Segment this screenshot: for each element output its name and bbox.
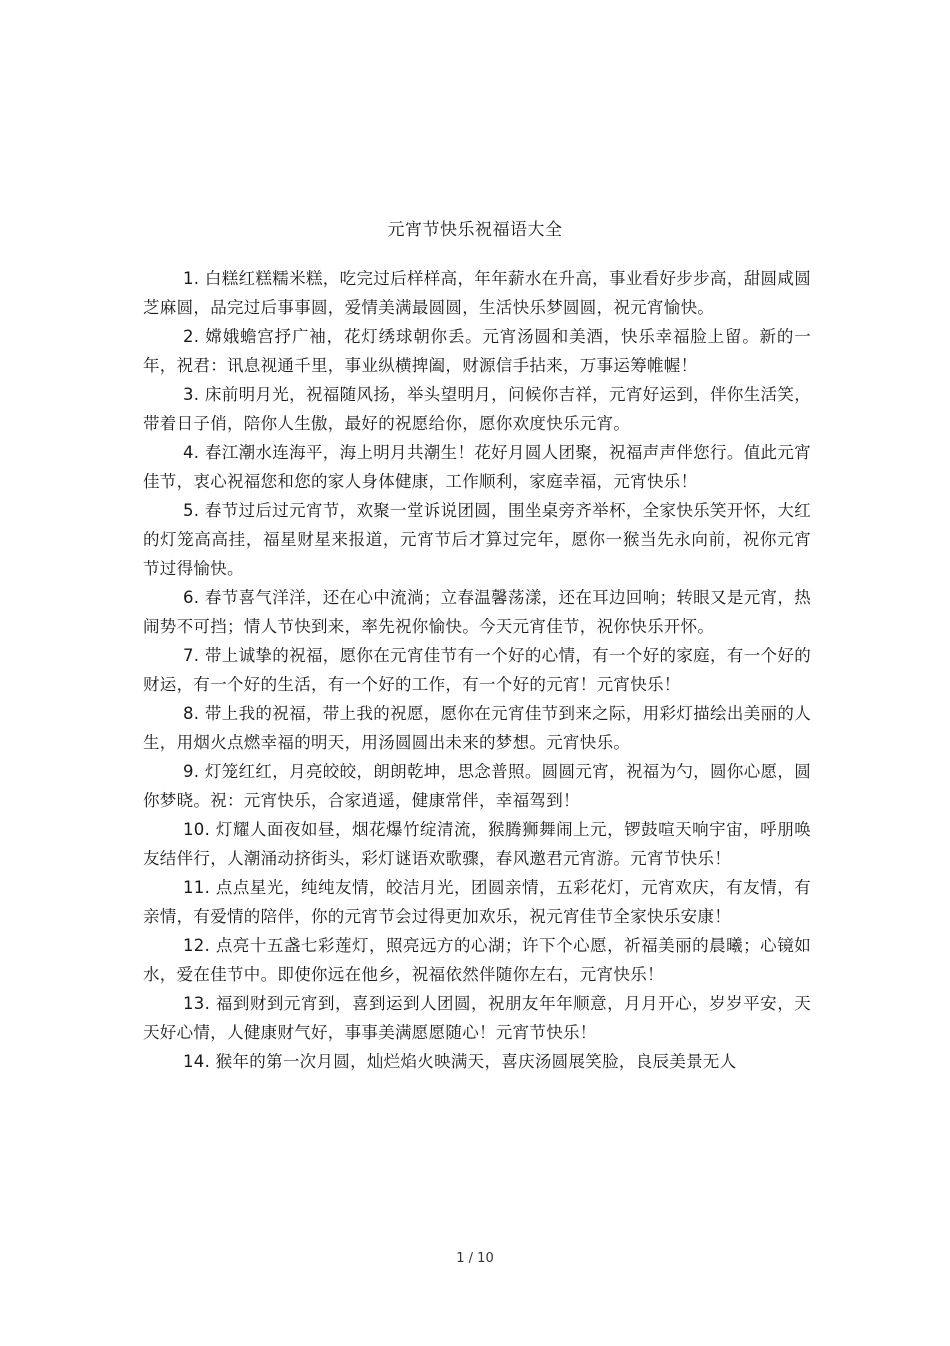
- paragraph-13: 13. 福到财到元宵到，喜到运到人团圆，祝朋友年年顺意，月月开心，岁岁平安，天天好心情，人健康财气好，事事美满愿愿随心！元宵节快乐！: [143, 994, 811, 1042]
- paragraph-11: 11. 点点星光，纯纯友情，皎洁月光，团圆亲情，五彩花灯，元宵欢庆，有友情，有亲情，有爱情的陪伴，你的元宵节会过得更加欢乐，祝元宵佳节全家快乐安康！: [143, 878, 811, 926]
- paragraph-3: 3. 床前明月光，祝福随风扬，举头望明月，问候你吉祥，元宵好运到，伴你生活笑，带着日子俏，陪你人生傲，最好的祝愿给你，愿你欢度快乐元宵。: [143, 385, 811, 433]
- paragraph-8: 8. 带上我的祝福，带上我的祝愿，愿你在元宵佳节到来之际，用彩灯描绘出美丽的人生，用烟火点燃幸福的明天，用汤圆圆出未来的梦想。元宵快乐。: [143, 704, 811, 752]
- paragraph-4: 4. 春江潮水连海平，海上明月共潮生！花好月圆人团聚，祝福声声伴您行。值此元宵佳节，衷心祝福您和您的家人身体健康，工作顺利，家庭幸福，元宵快乐！: [143, 443, 811, 491]
- paragraph-14: 14. 猴年的第一次月圆，灿烂焰火映满天，喜庆汤圆展笑脸，良辰美景无人: [183, 1052, 737, 1071]
- paragraph-2: 2. 嫦娥蟾宫抒广袖，花灯绣球朝你丢。元宵汤圆和美酒，快乐幸福脸上留。新的一年，祝君：讯息视通千里，事业纵横捭阖，财源信手拈来，万事运筹帷幄！: [143, 327, 811, 375]
- document-title: 元宵节快乐祝福语大全: [387, 220, 563, 240]
- paragraph-1: 1. 白糕红糕糯米糕，吃完过后样样高，年年薪水在升高，事业看好步步高，甜圆咸圆芝麻圆，品完过后事事圆，爱情美满最圆圆，生活快乐梦圆圆，祝元宵愉快。: [143, 269, 811, 317]
- paragraph-12: 12. 点亮十五盏七彩莲灯，照亮远方的心湖；许下个心愿，祈福美丽的晨曦；心镜如水，爱在佳节中。即使你远在他乡，祝福依然伴随你左右，元宵快乐！: [143, 936, 811, 984]
- paragraph-5: 5. 春节过后过元宵节，欢聚一堂诉说团圆，围坐桌旁齐举杯，全家快乐笑开怀，大红的灯笼高高挂，福星财星来报道，元宵节后才算过完年，愿你一猴当先永向前，祝你元宵节过得愉快。: [143, 501, 811, 578]
- paragraph-7: 7. 带上诚挚的祝福，愿你在元宵佳节有一个好的心情，有一个好的家庭，有一个好的财运，有一个好的生活，有一个好的工作，有一个好的元宵！元宵快乐！: [143, 646, 811, 694]
- paragraph-10: 10. 灯耀人面夜如昼，烟花爆竹绽清流，猴腾狮舞闹上元，锣鼓喧天响宇宙，呼朋唤友结伴行，人潮涌动挤街头，彩灯谜语欢歌骤，春风邀君元宵游。元宵节快乐！: [143, 820, 811, 868]
- paragraph-9: 9. 灯笼红红，月亮皎皎，朗朗乾坤，思念普照。圆圆元宵，祝福为勺，圆你心愿，圆你梦晓。祝：元宵快乐，合家逍遥，健康常伴，幸福驾到！: [143, 762, 811, 810]
- page-number: 1 / 10: [456, 1251, 494, 1266]
- paragraph-6: 6. 春节喜气洋洋，还在心中流淌；立春温馨荡漾，还在耳边回响；转眼又是元宵，热闹势不可挡；情人节快到来，率先祝你愉快。今天元宵佳节，祝你快乐开怀。: [143, 588, 811, 636]
- document-body: [143, 264, 811, 1076]
